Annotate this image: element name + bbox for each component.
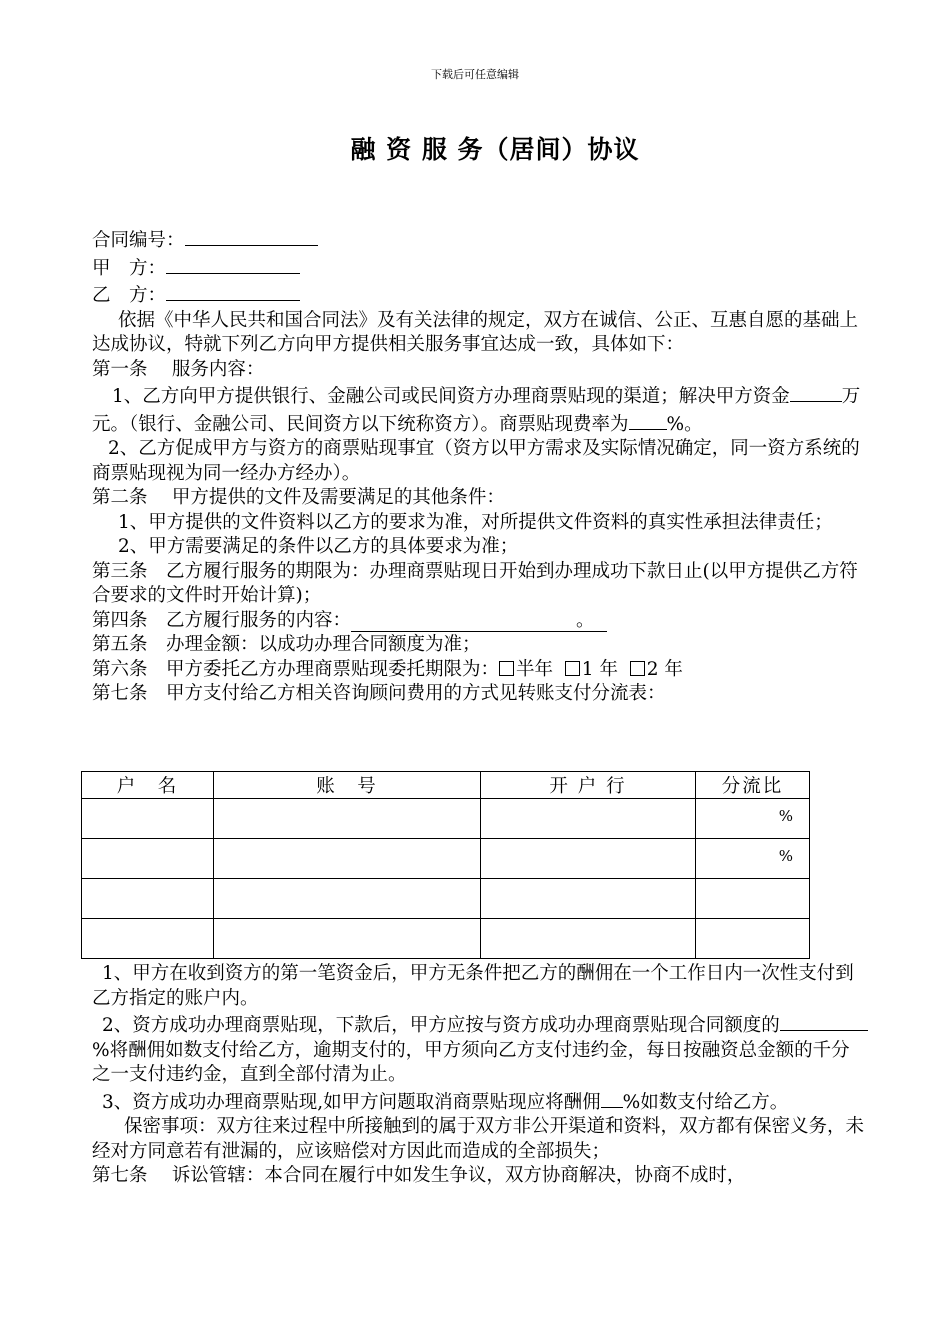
article-2-title: 第二条 甲方提供的文件及需要满足的其他条件： bbox=[92, 487, 505, 508]
table-cell bbox=[82, 839, 214, 879]
table-cell bbox=[481, 879, 696, 919]
article-6: 第六条 甲方委托乙方办理商票贴现委托期限为： 半年 1 年 2 年 bbox=[92, 658, 683, 680]
payment-item-1: 1、甲方在收到资方的第一笔资金后，甲方无条件把乙方的酬佣在一个工作日内一次性支付到乙方指定的账户内。 bbox=[92, 963, 854, 1009]
article-5: 第五条 办理金额：以成功办理合同额度为准； bbox=[92, 634, 481, 655]
party-b-blank bbox=[166, 281, 300, 301]
article-1-item-1: 1、乙方向甲方提供银行、金融公司或民间资方办理商票贴现的渠道；解决甲方资金 万元。（银行、金融公司、民间资方以下统称资方）。商票贴现费率为 %。 bbox=[92, 382, 868, 437]
table-row bbox=[82, 879, 810, 919]
commission-percent-blank bbox=[780, 1011, 868, 1031]
article-7-jurisdiction: 第七条 诉讼管辖：本合同在履行中如发生争议，双方协商解决，协商不成时， bbox=[92, 1165, 746, 1186]
table-cell bbox=[696, 879, 810, 919]
article-1-title: 第一条 服务内容： bbox=[92, 358, 265, 380]
table-row bbox=[82, 919, 810, 959]
party-a-line: 甲 方： bbox=[92, 254, 868, 282]
party-b-line: 乙 方： bbox=[92, 281, 868, 309]
table-row bbox=[82, 799, 810, 839]
column-header-account-name: 户 名 bbox=[82, 772, 214, 799]
discount-rate-blank bbox=[629, 410, 667, 430]
payment-item-2: 2、资方成功办理商票贴现，下款后，甲方应按与资方成功办理商票贴现合同额度的%将酬佣如数支付给乙方，逾期支付的，甲方须向乙方支付违约金，每日按融资总金额的千分之一支付违约金，直到全部付清为止。 bbox=[92, 1011, 868, 1088]
payment-split-table bbox=[81, 771, 810, 959]
contract-body bbox=[92, 226, 868, 707]
table-cell bbox=[82, 879, 214, 919]
article-2-item-2: 2、甲方需要满足的条件以乙方的具体要求为准； bbox=[118, 536, 519, 557]
column-header-account-number: 账 号 bbox=[214, 772, 481, 799]
table-cell bbox=[696, 919, 810, 959]
article-7-title: 第七条 甲方支付给乙方相关咨询顾问费用的方式见转账支付分流表： bbox=[92, 683, 666, 704]
cancel-commission-percent-blank bbox=[601, 1088, 623, 1108]
article-2-item-1: 1、甲方提供的文件资料以乙方的要求为准，对所提供文件资料的真实性承担法律责任； bbox=[118, 511, 833, 533]
table-cell bbox=[82, 799, 214, 839]
table-row bbox=[82, 839, 810, 879]
checkbox-one-year[interactable] bbox=[565, 661, 580, 676]
column-header-bank: 开 户 行 bbox=[481, 772, 696, 799]
contract-number-line: 合同编号： bbox=[92, 226, 868, 254]
table-cell bbox=[481, 919, 696, 959]
intro-paragraph: 依据《中华人民共和国合同法》及有关法律的规定，双方在诚信、公正、互惠自愿的基础上达成协议，特就下列乙方向甲方提供相关服务事宜达成一致，具体如下： bbox=[92, 309, 859, 355]
column-header-split-ratio: 分流比 bbox=[696, 772, 810, 799]
checkbox-half-year[interactable] bbox=[499, 661, 514, 676]
article-3: 第三条 乙方履行服务的期限为：办理商票贴现日开始到办理成功下款日止(以甲方提供乙方符合要求的文件时开始计算)； bbox=[92, 560, 858, 606]
party-a-blank bbox=[166, 254, 300, 274]
table-cell bbox=[82, 919, 214, 959]
payment-terms bbox=[92, 962, 868, 1189]
table-cell bbox=[214, 839, 481, 879]
page-header-note: 下载后可任意编辑 bbox=[431, 68, 519, 81]
split-ratio-cell: % bbox=[696, 839, 810, 879]
split-ratio-cell: % bbox=[696, 799, 810, 839]
service-content-blank: 。 bbox=[351, 610, 607, 632]
table-cell bbox=[214, 879, 481, 919]
payment-item-3: 3、资方成功办理商票贴现,如甲方问题取消商票贴现应将酬佣 %如数支付给乙方。 bbox=[92, 1088, 868, 1116]
article-1-item-2: 2、乙方促成甲方与资方的商票贴现事宜（资方以甲方需求及实际情况确定，同一资方系统的商票贴现视为同一经办方经办）。 bbox=[92, 438, 860, 484]
article-4: 第四条 乙方履行服务的内容： 。 bbox=[92, 609, 868, 634]
table-cell bbox=[481, 839, 696, 879]
table-cell bbox=[214, 799, 481, 839]
confidentiality-clause: 保密事项：双方往来过程中所接触到的属于双方非公开渠道和资料，双方都有保密义务，未经对方同意若有泄漏的，应该赔偿对方因此而造成的全部损失； bbox=[92, 1116, 865, 1162]
table-cell bbox=[214, 919, 481, 959]
table-header-row bbox=[82, 772, 810, 799]
checkbox-two-year[interactable] bbox=[630, 661, 645, 676]
contract-number-blank bbox=[185, 226, 318, 246]
document-title: 融 资 服 务（居间）协议 bbox=[350, 135, 640, 164]
table-cell bbox=[481, 799, 696, 839]
funding-amount-blank bbox=[790, 382, 842, 402]
